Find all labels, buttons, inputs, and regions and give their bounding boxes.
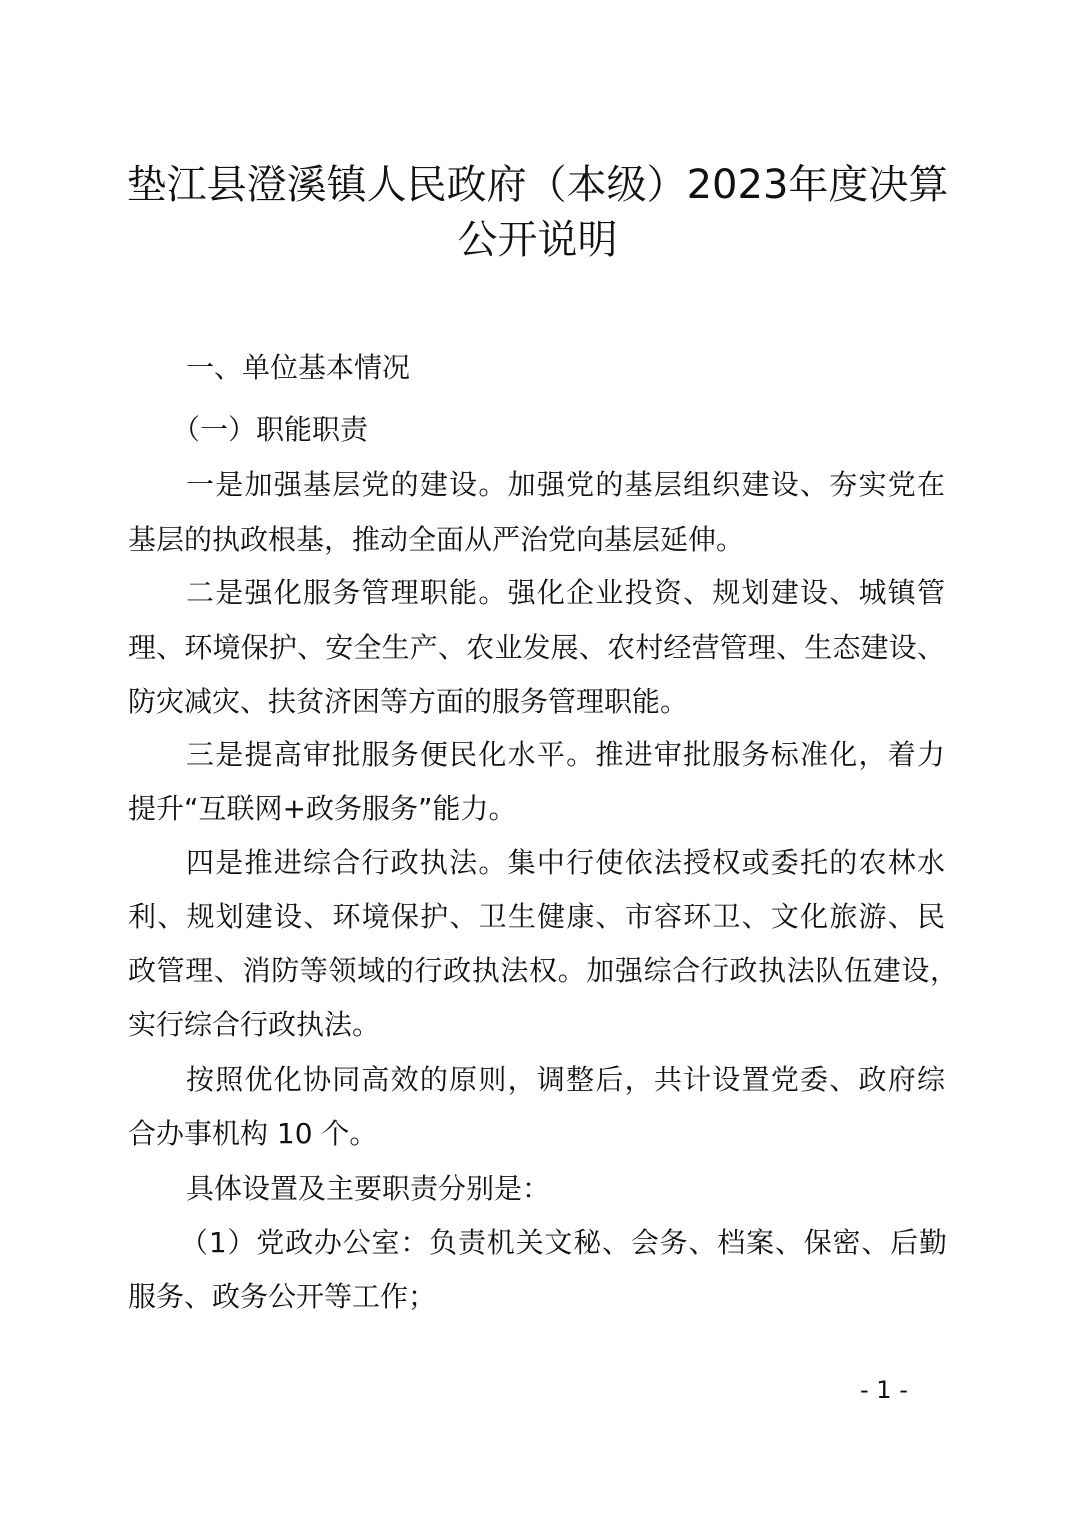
title-line-1: 垫江县澄溪镇人民政府（本级）2023年度决算 <box>126 162 949 208</box>
text-line: 防灾减灾、扶贫济困等方面的服务管理职能。 <box>128 685 689 718</box>
page-number: - 1 - <box>860 1376 908 1404</box>
text-line: 政管理、消防等领域的行政执法权。加强综合行政执法队伍建设， <box>128 954 958 987</box>
subsection-heading: （一）职能职责 <box>172 413 369 446</box>
text-line: （1）党政办公室：负责机关文秘、会务、档案、保密、后勤 <box>180 1226 947 1259</box>
text-line: 三是提高审批服务便民化水平。推进审批服务标准化，着力 <box>186 738 945 771</box>
text-line: 实行综合行政执法。 <box>128 1008 381 1041</box>
text-line: 利、规划建设、环境保护、卫生健康、市容环卫、文化旅游、民 <box>128 900 945 933</box>
section-heading: 一、单位基本情况 <box>186 351 411 384</box>
text-line: 一是加强基层党的建设。加强党的基层组织建设、夯实党在 <box>186 468 945 501</box>
title-line-2: 公开说明 <box>457 217 618 263</box>
text-line: 服务、政务公开等工作； <box>128 1280 437 1313</box>
text-line: 基层的执政根基，推动全面从严治党向基层延伸。 <box>128 523 745 556</box>
text-line: 按照优化协同高效的原则，调整后，共计设置党委、政府综 <box>186 1063 945 1096</box>
text-line: 提升“互联网+政务服务”能力。 <box>128 792 517 825</box>
text-line: 二是强化服务管理职能。强化企业投资、规划建设、城镇管 <box>186 576 945 609</box>
text-line: 四是推进综合行政执法。集中行使依法授权或委托的农林水 <box>186 846 945 879</box>
text-line: 合办事机构 10 个。 <box>128 1117 378 1150</box>
text-line: 具体设置及主要职责分别是： <box>186 1172 551 1205</box>
text-line: 理、环境保护、安全生产、农业发展、农村经营管理、生态建设、 <box>128 631 945 664</box>
